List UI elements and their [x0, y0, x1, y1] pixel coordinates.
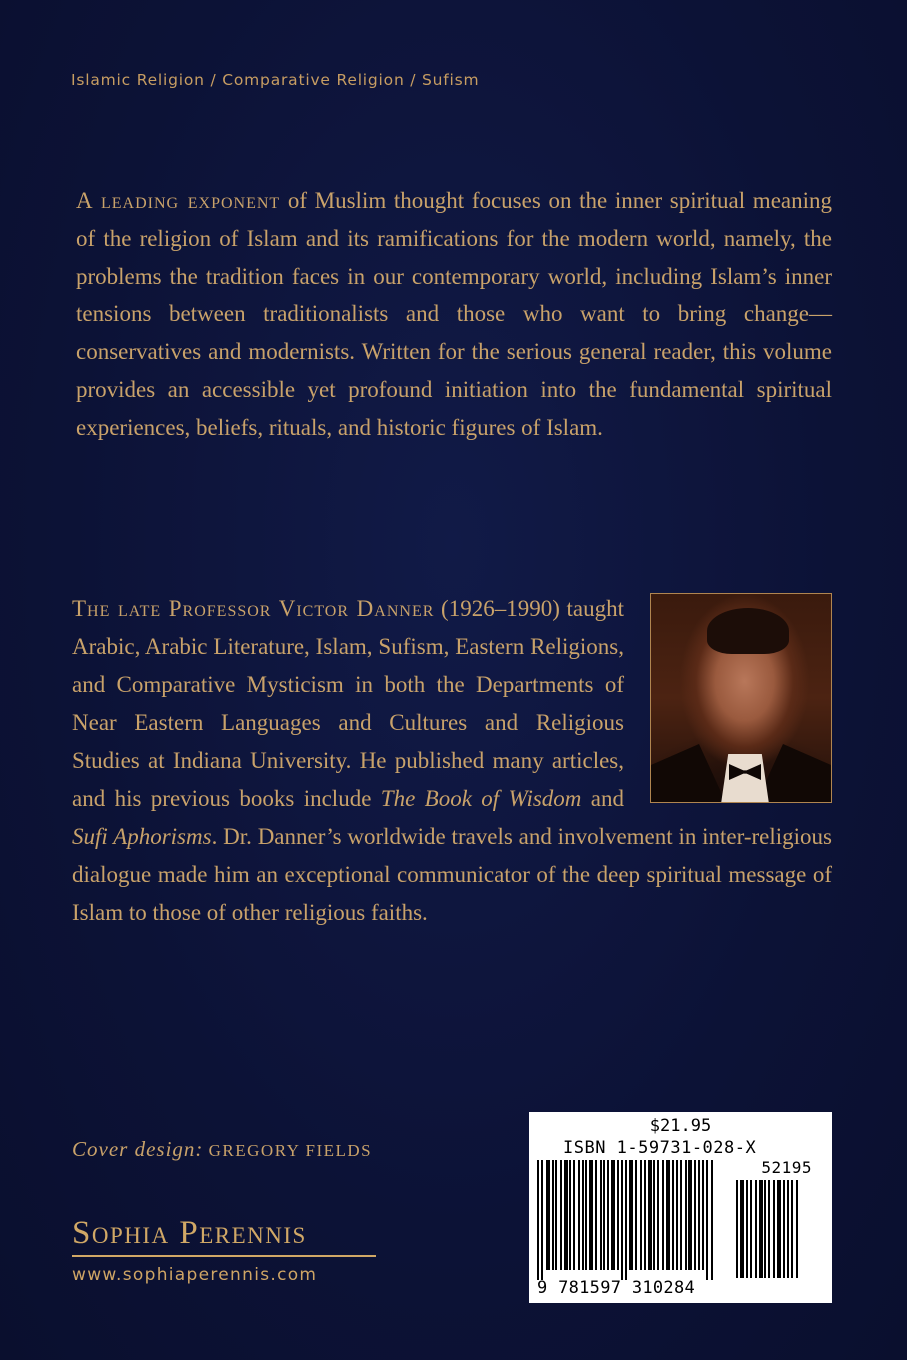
author-bio-lead: The late Professor Victor Danner	[72, 596, 435, 621]
ean-barcode	[537, 1160, 729, 1280]
author-bio	[72, 590, 832, 932]
barcode-bar	[552, 1160, 554, 1270]
cover-credit-name: GREGORY FIELDS	[208, 1141, 373, 1160]
author-bio-and: and	[581, 786, 624, 811]
barcode-bar	[750, 1180, 752, 1278]
publisher-logo: Sophia Perennis	[72, 1215, 307, 1251]
barcode-bar	[796, 1180, 798, 1278]
barcode-bar	[746, 1180, 748, 1278]
book-title-1: The Book of Wisdom	[380, 786, 582, 811]
barcode-bar	[629, 1160, 633, 1270]
barcode-bar	[578, 1160, 580, 1270]
barcode-bar	[768, 1180, 770, 1278]
barcode-bar	[685, 1160, 687, 1270]
barcode-bar	[585, 1160, 587, 1270]
barcode-bar	[702, 1160, 704, 1270]
isbn-label: ISBN 1-59731-028-X	[563, 1138, 757, 1158]
author-bio-part1: (1926–1990) taught Arabic, Arabic Literature, Islam, Sufism, Eastern Religions, and Comparative Mysticism in both the Departments of Near Eastern Languages and Cultures and Religious Studies at Indiana University. He published many articles, and his previous books include	[72, 596, 624, 811]
barcode-bar	[546, 1160, 550, 1270]
barcode-bar	[569, 1160, 571, 1270]
barcode-bar	[740, 1180, 744, 1278]
barcode-bar	[688, 1160, 692, 1270]
barcode-bar	[680, 1160, 682, 1270]
barcode-bar	[573, 1160, 575, 1270]
barcode-bar	[600, 1160, 602, 1270]
barcode-bar	[582, 1160, 584, 1270]
book-description	[76, 182, 832, 447]
barcode-bar	[644, 1160, 646, 1270]
barcode-bar	[791, 1180, 793, 1278]
barcode-bar	[777, 1180, 781, 1278]
barcode-bar	[711, 1160, 713, 1280]
barcode-bar	[564, 1160, 568, 1270]
barcode-bar	[537, 1160, 539, 1280]
barcode-bar	[603, 1160, 605, 1270]
barcode-bar	[759, 1180, 763, 1278]
barcode-bar	[589, 1160, 593, 1270]
barcode-bar	[653, 1160, 655, 1270]
barcode-bar	[666, 1160, 670, 1270]
barcode-bar	[706, 1160, 708, 1280]
barcode-bar	[694, 1160, 696, 1270]
cover-credit-label: Cover design:	[72, 1137, 204, 1161]
barcode-panel	[529, 1112, 832, 1303]
book-title-2: Sufi Aphorisms	[72, 824, 212, 849]
barcode-bar	[625, 1160, 627, 1280]
barcode-bar	[736, 1180, 738, 1278]
barcode-bar	[621, 1160, 623, 1280]
barcode-bar	[635, 1160, 637, 1270]
description-lead: A leading exponent	[76, 188, 281, 213]
author-photo	[650, 593, 832, 803]
barcode-bar	[560, 1160, 562, 1270]
cover-credit	[72, 1137, 372, 1162]
publisher-underline	[72, 1255, 376, 1257]
barcode-bar	[698, 1160, 700, 1270]
barcode-bar	[773, 1180, 775, 1278]
barcode-bar	[662, 1160, 664, 1270]
barcode-bar	[617, 1160, 619, 1270]
barcode-bar	[640, 1160, 642, 1270]
barcode-bar	[657, 1160, 659, 1270]
barcode-bar	[648, 1160, 652, 1270]
barcode-bar	[783, 1180, 785, 1278]
barcode-bar	[676, 1160, 678, 1270]
barcode-bar	[607, 1160, 609, 1270]
category-line: Islamic Religion / Comparative Religion / Sufism	[71, 71, 480, 89]
price-label: $21.95	[649, 1116, 712, 1136]
barcode-bar	[787, 1180, 789, 1278]
barcode-digits: 9 781597 310284	[537, 1278, 696, 1298]
barcode-bar	[595, 1160, 597, 1270]
barcode-bar	[755, 1180, 757, 1278]
barcode-bar	[672, 1160, 674, 1270]
description-text: of Muslim thought focuses on the inner spiritual meaning of the religion of Islam and its ramifications for the modern world, namely, the problems the tradition faces in our contemporary world, including Islam’s inner tensions between traditionalists and those who want to bring change—conservatives and modernists. Written for the serious general reader, this volume provides an accessible yet profound initiation into the fundamental spiritual experiences, beliefs, rituals, and historic figures of Islam.	[76, 188, 833, 440]
barcode-bar	[611, 1160, 615, 1270]
barcode-bar	[541, 1160, 543, 1280]
addon-barcode	[736, 1180, 822, 1280]
author-bio-part2: . Dr. Danner’s worldwide travels and involvement in inter-religious dialogue made him an exceptional communicator of the deep spiritual message of Islam to those of other religious faiths.	[72, 824, 832, 925]
barcode-bar	[555, 1160, 557, 1270]
addon-number: 52195	[761, 1158, 812, 1177]
publisher-website: www.sophiaperennis.com	[72, 1265, 318, 1285]
barcode-bar	[764, 1180, 766, 1278]
